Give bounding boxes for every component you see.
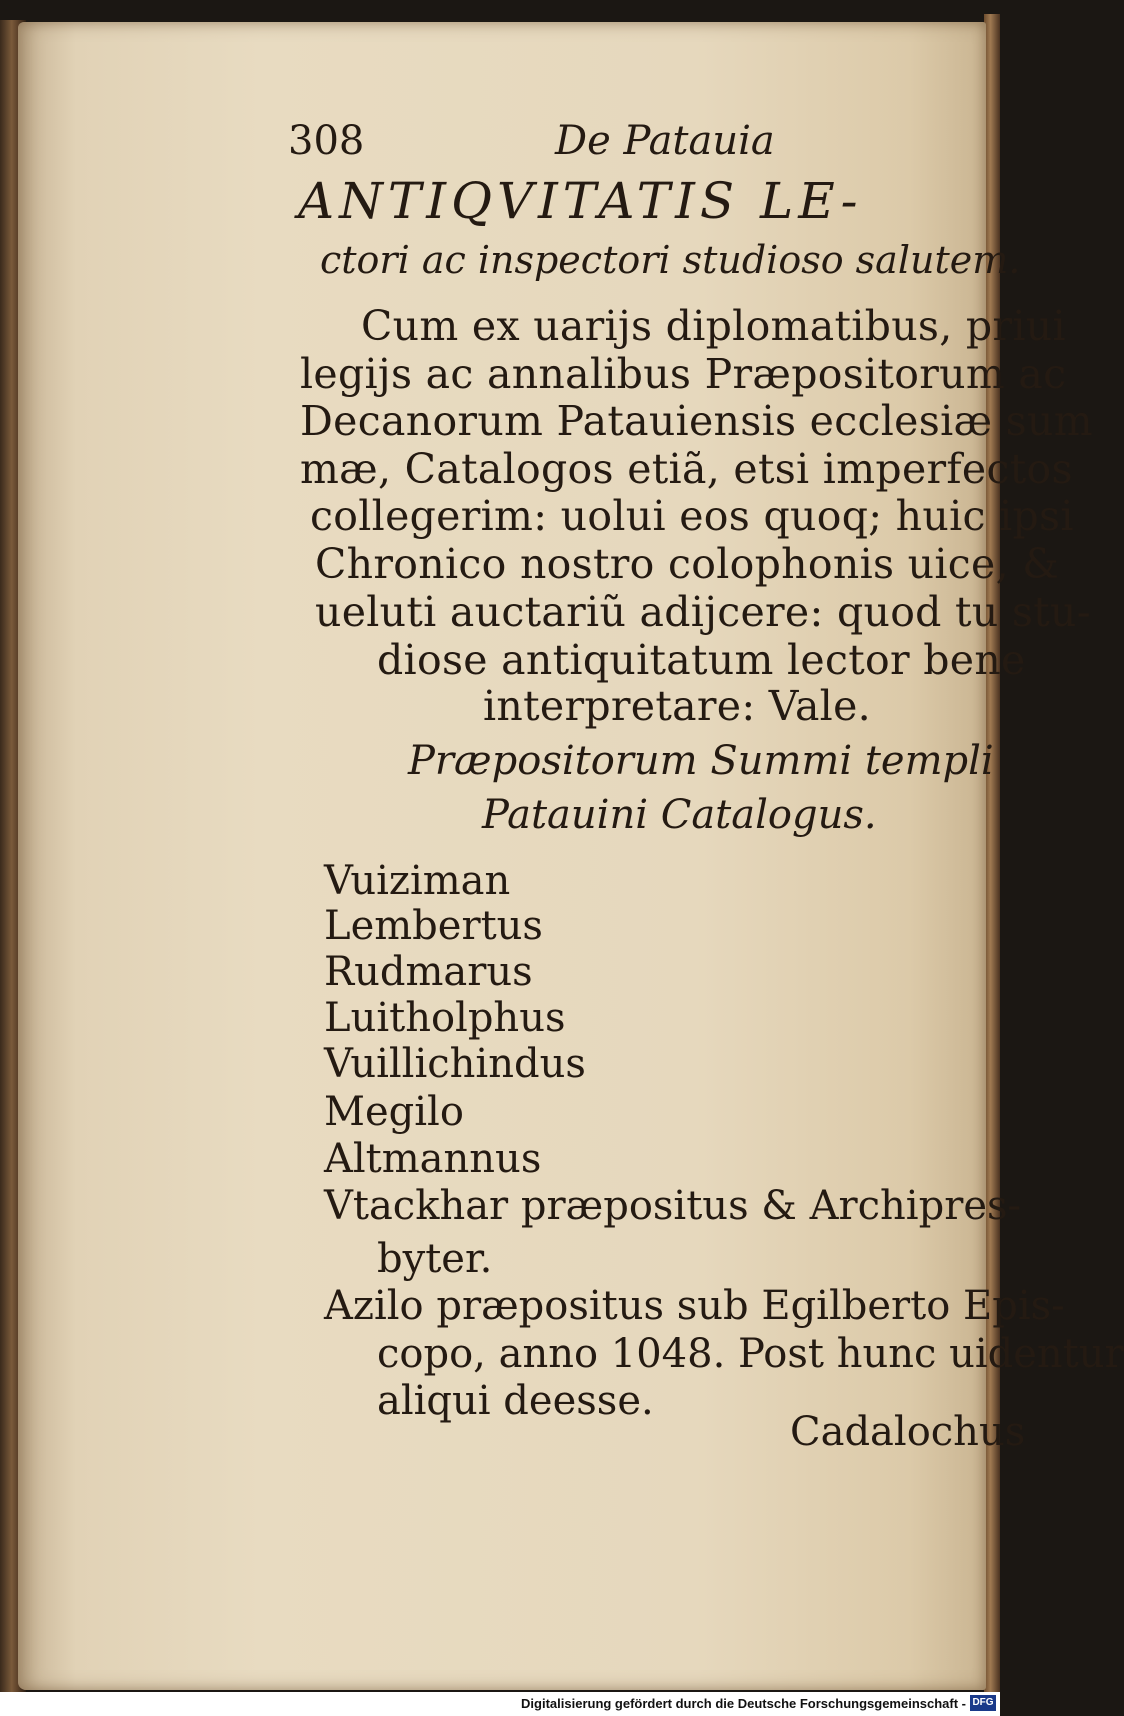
body-line: interpretare: Vale. — [483, 682, 871, 730]
catalog-entry: Lembertus — [324, 903, 543, 949]
body-line: collegerim: uolui eos quoq; huic ipsi — [310, 492, 1074, 540]
body-line: ueluti auctariũ adiјcere: quod tu stu- — [315, 588, 1091, 636]
catalog-entry: Vtackhar præpositus & Archipres- — [324, 1183, 1022, 1229]
body-line: Decanorum Patauiensis ecclesiæ sum — [300, 397, 1093, 445]
body-line: mæ, Catalogos etiã, etsi imperfectos — [300, 445, 1073, 493]
catalog-entry: Luitholphus — [324, 995, 566, 1041]
catalog-entry: Vuiziman — [324, 858, 511, 904]
heading-continuation: ctori ac inspectori studioso salutem. — [320, 238, 1021, 282]
heading-capitals: ANTIQVITATIS LE- — [298, 172, 863, 230]
catalog-entry-continuation: byter. — [377, 1236, 493, 1282]
body-line: legiјs ac annalibus Præpositorum ac — [300, 350, 1067, 398]
page-number: 308 — [288, 118, 365, 164]
body-line: Cum ex uariјs diplomatibus, priui — [361, 302, 1066, 350]
catalog-entry-continuation: aliqui deesse. — [377, 1378, 654, 1424]
catalog-entry: Altmannus — [324, 1136, 542, 1182]
catalog-title-line-2: Patauini Catalogus. — [482, 792, 877, 838]
running-head: De Patauia — [555, 118, 775, 164]
catalog-title-line-1: Præpositorum Summi templi — [408, 738, 994, 784]
catchword: Cadalochus — [790, 1409, 1026, 1455]
catalog-entry-continuation: copo, anno 1048. Post hunc uidentur — [377, 1331, 1124, 1377]
catalog-entry: Azilo præpositus sub Egilberto Epis- — [324, 1283, 1065, 1329]
footer-credit-text: Digitalisierung gefördert durch die Deutsche Forschungsgemeinschaft - — [521, 1696, 966, 1711]
dfg-logo: DFG — [970, 1695, 996, 1711]
catalog-entry: Megilo — [324, 1089, 464, 1135]
digitization-footer — [0, 1692, 1000, 1716]
body-line: diose antiquitatum lector bene — [377, 636, 1026, 684]
catalog-entry: Rudmarus — [324, 949, 533, 995]
body-line: Chronico nostro colophonis uice, & — [315, 540, 1060, 588]
catalog-entry: Vuillichindus — [324, 1041, 586, 1087]
